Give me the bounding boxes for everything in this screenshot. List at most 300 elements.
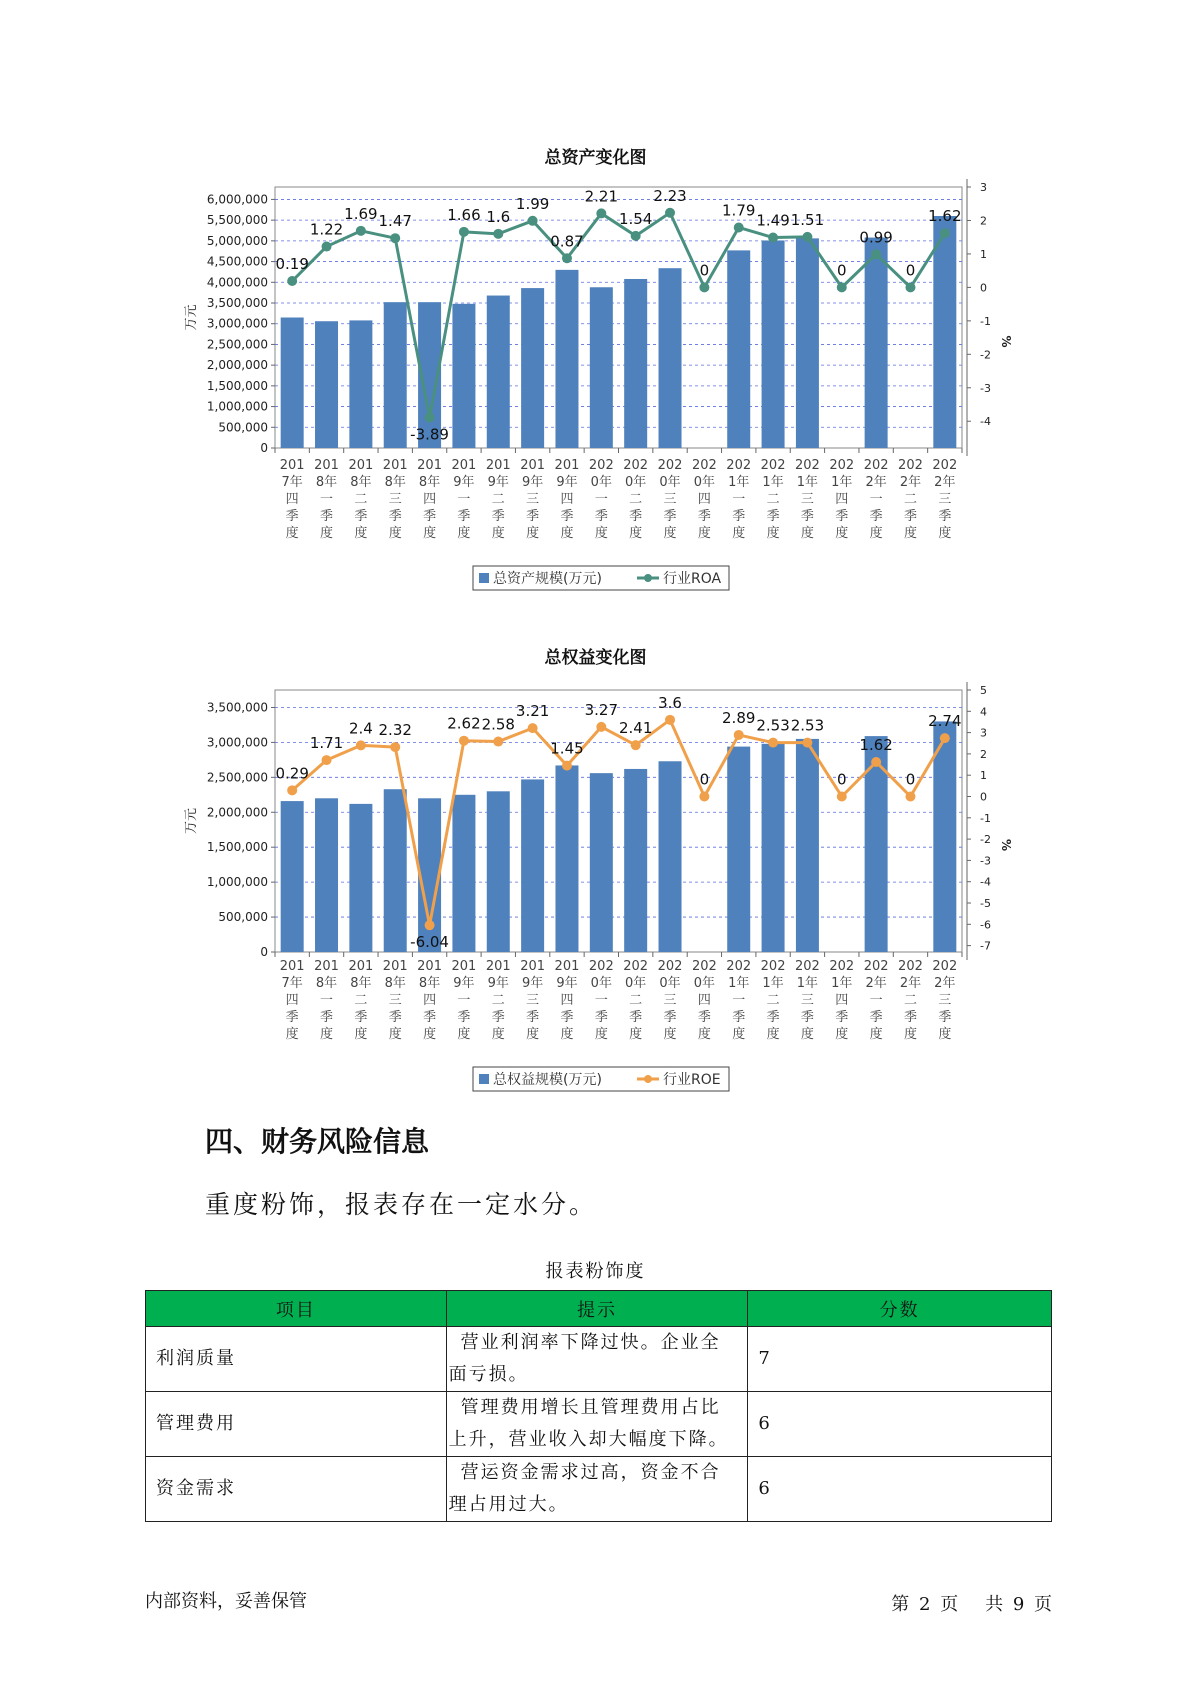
category-label: 202 <box>691 959 717 974</box>
category-label: 201 <box>417 959 442 974</box>
data-label: 1.99 <box>515 194 550 213</box>
bar <box>452 795 475 952</box>
data-label: 1.47 <box>378 212 412 231</box>
category-label: 1年 <box>796 976 819 991</box>
line-point <box>802 738 812 748</box>
category-label: 季 <box>526 509 540 524</box>
header-hint: 提示 <box>446 1291 748 1327</box>
page-current: 2 <box>919 1594 931 1615</box>
data-label: 2.74 <box>928 712 962 731</box>
data-label: 1.49 <box>756 211 790 230</box>
data-label: 1.62 <box>928 207 962 226</box>
header-score: 分数 <box>748 1291 1052 1327</box>
right-tick-label: -1 <box>980 314 991 328</box>
data-label: 1.79 <box>722 201 756 220</box>
category-label: 度 <box>938 526 952 541</box>
data-label: 0.87 <box>550 232 584 251</box>
category-label: 201 <box>279 959 305 974</box>
data-label: 2.58 <box>481 715 515 734</box>
category-label: 季 <box>938 509 952 524</box>
legend-label-line: 行业ROA <box>663 571 722 587</box>
right-tick-label: 2 <box>980 214 987 228</box>
table-caption: 报表粉饰度 <box>545 1261 646 1282</box>
left-tick-label: 3,500,000 <box>206 700 268 715</box>
table-row <box>146 1457 1052 1522</box>
category-label: 201 <box>348 959 374 974</box>
right-tick-label: 0 <box>980 790 987 804</box>
left-tick-label: 6,000,000 <box>206 192 268 207</box>
bar <box>624 769 647 952</box>
line-point <box>562 761 572 771</box>
category-label: 三 <box>800 492 814 507</box>
category-label: 度 <box>320 526 334 541</box>
category-label: 季 <box>285 1010 299 1025</box>
category-label: 季 <box>732 1010 746 1025</box>
category-label: 季 <box>835 509 849 524</box>
right-tick-label: -2 <box>980 348 991 362</box>
bar <box>590 773 613 952</box>
category-label: 8年 <box>418 475 441 490</box>
category-label: 度 <box>560 526 574 541</box>
category-label: 季 <box>903 1010 917 1025</box>
data-label: 1.6 <box>486 207 511 226</box>
category-label: 9年 <box>487 976 509 991</box>
category-label: 四 <box>560 492 574 507</box>
category-label: 0年 <box>590 976 612 991</box>
category-label: 季 <box>869 1010 883 1025</box>
category-label: 201 <box>451 458 477 473</box>
category-label: 0年 <box>693 475 716 490</box>
data-label: 0 <box>905 770 916 789</box>
category-label: 201 <box>485 959 511 974</box>
footer-confidential: 内部资料，妥善保管 <box>145 1591 307 1612</box>
category-label: 季 <box>423 1010 437 1025</box>
line-point <box>734 730 744 740</box>
left-tick-label: 2,000,000 <box>206 805 268 820</box>
data-label: 1.66 <box>447 205 481 224</box>
left-tick-label: 2,000,000 <box>206 358 268 373</box>
category-label: 四 <box>697 993 711 1008</box>
category-label: 202 <box>726 458 752 473</box>
data-label: 1.69 <box>344 204 378 223</box>
category-label: 202 <box>726 959 752 974</box>
left-tick-label: 3,000,000 <box>206 735 268 750</box>
legend-label-line: 行业ROE <box>663 1072 721 1088</box>
category-label: 度 <box>800 526 814 541</box>
category-label: 202 <box>795 458 820 473</box>
category-label: 三 <box>663 492 677 507</box>
category-label: 201 <box>348 458 374 473</box>
category-label: 度 <box>594 1027 608 1042</box>
category-label: 201 <box>382 458 408 473</box>
line-point <box>905 792 915 802</box>
category-label: 一 <box>869 993 883 1008</box>
category-label: 度 <box>732 1027 746 1042</box>
data-label: 1.45 <box>550 739 584 758</box>
left-tick-label: 1,000,000 <box>206 875 268 890</box>
data-label: 1.62 <box>859 735 893 754</box>
total-unit: 页 <box>1034 1594 1052 1615</box>
row-item: 利润质量 <box>146 1327 447 1392</box>
line-point <box>287 785 297 795</box>
category-label: 度 <box>869 526 883 541</box>
line-point <box>322 755 332 765</box>
category-label: 季 <box>697 1010 711 1025</box>
category-label: 四 <box>423 492 437 507</box>
category-label: 度 <box>835 526 849 541</box>
bar <box>762 744 785 952</box>
category-label: 度 <box>697 526 711 541</box>
category-label: 2年 <box>899 475 922 490</box>
category-label: 度 <box>423 1027 437 1042</box>
right-tick-label: 0 <box>980 281 987 295</box>
left-tick-label: 500,000 <box>218 910 268 925</box>
category-label: 1年 <box>728 475 750 490</box>
category-label: 度 <box>938 1027 952 1042</box>
line-point <box>699 792 709 802</box>
category-label: 201 <box>554 959 580 974</box>
left-tick-label: 1,500,000 <box>206 840 268 855</box>
category-label: 季 <box>938 1010 952 1025</box>
category-label: 2年 <box>899 976 922 991</box>
left-tick-label: 2,500,000 <box>206 337 268 352</box>
category-label: 8年 <box>350 475 372 490</box>
bar <box>349 804 372 952</box>
category-label: 度 <box>526 1027 540 1042</box>
left-tick-label: 1,000,000 <box>206 399 268 414</box>
category-label: 度 <box>697 1027 711 1042</box>
category-label: 度 <box>526 526 540 541</box>
category-label: 度 <box>800 1027 814 1042</box>
data-label: 0.99 <box>859 228 893 247</box>
category-label: 9年 <box>453 475 475 490</box>
category-label: 1年 <box>796 475 819 490</box>
category-label: 季 <box>457 509 471 524</box>
bar <box>659 761 682 952</box>
category-label: 1年 <box>831 976 853 991</box>
right-tick-label: 5 <box>980 684 987 697</box>
section-heading: 四、财务风险信息 <box>205 1125 430 1158</box>
category-label: 202 <box>760 458 786 473</box>
category-label: 一 <box>732 993 746 1008</box>
left-tick-label: 2,500,000 <box>206 770 268 785</box>
line-point <box>631 740 641 750</box>
right-tick-label: -4 <box>980 875 991 889</box>
category-label: 度 <box>457 526 471 541</box>
category-label: 季 <box>491 1010 505 1025</box>
category-label: 季 <box>560 509 574 524</box>
data-label: 2.53 <box>790 716 825 735</box>
category-label: 度 <box>594 526 608 541</box>
risk-table <box>145 1290 1052 1522</box>
right-tick-label: -6 <box>980 918 991 932</box>
data-label: 1.22 <box>309 220 344 239</box>
category-label: 202 <box>588 959 614 974</box>
category-label: 三 <box>388 492 402 507</box>
category-label: 度 <box>388 1027 402 1042</box>
category-label: 201 <box>417 458 442 473</box>
category-label: 2年 <box>865 475 887 490</box>
category-label: 201 <box>279 458 305 473</box>
row-item: 管理费用 <box>146 1392 447 1457</box>
category-label: 度 <box>285 1027 299 1042</box>
category-label: 三 <box>526 993 540 1008</box>
table-row <box>146 1392 1052 1457</box>
category-label: 7年 <box>281 475 303 490</box>
category-label: 四 <box>285 492 299 507</box>
left-tick-label: 4,000,000 <box>206 275 268 290</box>
line-point <box>425 920 435 930</box>
line-point <box>390 742 400 752</box>
data-label: 0 <box>699 261 710 280</box>
right-axis-title: % <box>999 335 1013 348</box>
category-label: 度 <box>766 526 780 541</box>
category-label: 9年 <box>521 976 544 991</box>
data-label: 2.32 <box>378 721 412 740</box>
data-label: 2.62 <box>447 714 481 733</box>
category-label: 201 <box>485 458 511 473</box>
category-label: 一 <box>457 993 471 1008</box>
data-label: 2.53 <box>756 716 790 735</box>
data-label: 2.4 <box>348 719 373 738</box>
category-label: 三 <box>663 993 677 1008</box>
line-point <box>768 738 778 748</box>
category-label: 度 <box>629 526 643 541</box>
right-tick-label: -3 <box>980 854 991 868</box>
category-label: 二 <box>354 993 368 1008</box>
table-header-row <box>146 1291 1052 1327</box>
category-label: 季 <box>835 1010 849 1025</box>
category-label: 1年 <box>762 475 784 490</box>
category-label: 度 <box>423 526 437 541</box>
category-label: 202 <box>691 458 717 473</box>
left-tick-label: 3,000,000 <box>206 316 268 331</box>
data-label: 0 <box>837 770 847 789</box>
category-label: 202 <box>863 959 889 974</box>
category-label: 202 <box>623 458 649 473</box>
right-tick-label: 1 <box>980 769 987 783</box>
bar <box>796 739 819 952</box>
category-label: 度 <box>663 1027 677 1042</box>
data-label: 0 <box>837 261 847 280</box>
category-label: 201 <box>520 458 546 473</box>
right-tick-label: 3 <box>980 726 987 740</box>
category-label: 一 <box>732 492 746 507</box>
category-label: 四 <box>697 492 711 507</box>
category-label: 二 <box>903 492 917 507</box>
category-label: 8年 <box>384 475 406 490</box>
left-tick-label: 500,000 <box>218 420 268 435</box>
page-prefix: 第 <box>891 1594 910 1615</box>
category-label: 度 <box>903 1027 917 1042</box>
legend-label-bar: 总资产规模(万元) <box>493 571 602 587</box>
row-score: 7 <box>748 1327 1052 1392</box>
data-label: 3.21 <box>515 702 550 721</box>
category-label: 度 <box>766 1027 780 1042</box>
category-label: 三 <box>938 993 952 1008</box>
category-label: 2年 <box>865 976 887 991</box>
category-label: 度 <box>629 1027 643 1042</box>
category-label: 季 <box>766 1010 780 1025</box>
right-tick-label: -3 <box>980 381 991 395</box>
category-label: 二 <box>354 492 368 507</box>
category-label: 度 <box>903 526 917 541</box>
data-label: 1.71 <box>309 734 344 753</box>
right-tick-label: -4 <box>980 415 991 429</box>
category-label: 202 <box>829 458 855 473</box>
category-label: 度 <box>285 526 299 541</box>
data-label: 3.6 <box>658 693 682 712</box>
category-label: 8年 <box>315 976 338 991</box>
category-label: 四 <box>835 492 849 507</box>
bar <box>487 791 510 952</box>
category-label: 一 <box>594 993 608 1008</box>
category-label: 季 <box>457 1010 471 1025</box>
category-label: 7年 <box>281 976 303 991</box>
right-tick-label: 4 <box>980 705 987 719</box>
left-tick-label: 0 <box>260 441 268 455</box>
left-tick-label: 3,500,000 <box>206 296 268 310</box>
category-label: 201 <box>314 959 339 974</box>
right-tick-label: 2 <box>980 747 987 761</box>
category-label: 季 <box>320 1010 334 1025</box>
category-label: 二 <box>491 492 505 507</box>
row-hint: 管理费用增长且管理费用占比上升，营业收入却大幅度下降。 <box>446 1392 748 1457</box>
category-label: 9年 <box>453 976 475 991</box>
category-label: 一 <box>869 492 883 507</box>
category-label: 季 <box>732 509 746 524</box>
category-label: 季 <box>560 1010 574 1025</box>
category-label: 202 <box>863 458 889 473</box>
category-label: 季 <box>800 509 814 524</box>
category-label: 一 <box>457 492 471 507</box>
category-label: 季 <box>903 509 917 524</box>
bar <box>281 801 304 952</box>
category-label: 度 <box>663 526 677 541</box>
category-label: 度 <box>457 1027 471 1042</box>
data-label: -6.04 <box>410 933 449 952</box>
data-label: 2.89 <box>722 708 756 727</box>
category-label: 季 <box>526 1010 540 1025</box>
category-label: 2年 <box>934 976 956 991</box>
category-label: 度 <box>354 526 368 541</box>
category-label: 202 <box>932 959 958 974</box>
right-tick-label: -5 <box>980 897 991 911</box>
category-label: 度 <box>491 1027 505 1042</box>
category-label: 三 <box>800 993 814 1008</box>
left-axis-title: 万元 <box>184 304 199 331</box>
line-point <box>871 757 881 767</box>
data-label: 0 <box>905 261 916 280</box>
category-label: 202 <box>623 959 649 974</box>
bar <box>555 765 578 952</box>
category-label: 四 <box>285 993 299 1008</box>
line-point <box>528 723 538 733</box>
row-hint: 营运资金需求过高，资金不合理占用过大。 <box>446 1457 748 1522</box>
right-tick-label: -2 <box>980 833 991 847</box>
category-label: 一 <box>320 492 334 507</box>
category-label: 0年 <box>693 976 716 991</box>
total-prefix: 共 <box>985 1594 1004 1615</box>
category-label: 2年 <box>934 475 956 490</box>
table-row <box>146 1327 1052 1392</box>
data-label: -3.89 <box>410 425 449 444</box>
category-label: 0年 <box>659 976 681 991</box>
category-label: 0年 <box>625 475 647 490</box>
category-label: 季 <box>629 509 643 524</box>
chart-title-total-assets: 总资产变化图 <box>544 148 647 168</box>
data-label: 1.51 <box>790 210 825 229</box>
left-axis-title: 万元 <box>184 807 199 835</box>
page-unit: 页 <box>940 1594 959 1615</box>
category-label: 0年 <box>625 976 647 991</box>
data-label: 1.54 <box>618 209 653 228</box>
bar <box>384 789 407 952</box>
category-label: 季 <box>800 1010 814 1025</box>
bar <box>315 798 338 952</box>
legend-swatch-point <box>644 1075 652 1083</box>
category-label: 二 <box>766 993 780 1008</box>
category-label: 四 <box>835 993 849 1008</box>
category-label: 202 <box>795 959 820 974</box>
right-tick-label: -1 <box>980 811 991 825</box>
left-tick-label: 0 <box>260 945 268 959</box>
row-score: 6 <box>748 1457 1052 1522</box>
category-label: 季 <box>320 509 334 524</box>
category-label: 季 <box>663 1010 677 1025</box>
category-label: 季 <box>663 509 677 524</box>
category-label: 度 <box>491 526 505 541</box>
line-point <box>837 792 847 802</box>
data-label: 2.21 <box>584 187 619 206</box>
category-label: 度 <box>560 1027 574 1042</box>
category-label: 202 <box>657 959 683 974</box>
category-label: 9年 <box>556 976 578 991</box>
category-label: 度 <box>835 1027 849 1042</box>
category-label: 季 <box>594 1010 608 1025</box>
line-point <box>940 733 950 743</box>
category-label: 季 <box>629 1010 643 1025</box>
category-label: 201 <box>382 959 408 974</box>
category-label: 201 <box>451 959 477 974</box>
category-label: 1年 <box>762 976 784 991</box>
category-label: 8年 <box>350 976 372 991</box>
category-label: 三 <box>938 492 952 507</box>
category-label: 201 <box>314 458 339 473</box>
category-label: 度 <box>320 1027 334 1042</box>
category-label: 度 <box>869 1027 883 1042</box>
category-label: 二 <box>629 492 643 507</box>
category-label: 二 <box>903 993 917 1008</box>
data-label: 0 <box>699 770 710 789</box>
category-label: 三 <box>526 492 540 507</box>
category-label: 二 <box>491 993 505 1008</box>
category-label: 度 <box>388 526 402 541</box>
category-label: 季 <box>388 509 402 524</box>
category-label: 季 <box>491 509 505 524</box>
category-label: 202 <box>932 458 958 473</box>
left-tick-label: 5,500,000 <box>206 213 268 228</box>
row-hint: 营业利润率下降过快。企业全面亏损。 <box>446 1327 748 1392</box>
category-label: 季 <box>594 509 608 524</box>
category-label: 三 <box>388 993 402 1008</box>
header-item: 项目 <box>146 1291 447 1327</box>
category-label: 201 <box>520 959 546 974</box>
category-label: 8年 <box>315 475 338 490</box>
page-total: 9 <box>1012 1594 1025 1615</box>
bar <box>933 721 956 952</box>
data-label: 0.19 <box>275 255 309 274</box>
